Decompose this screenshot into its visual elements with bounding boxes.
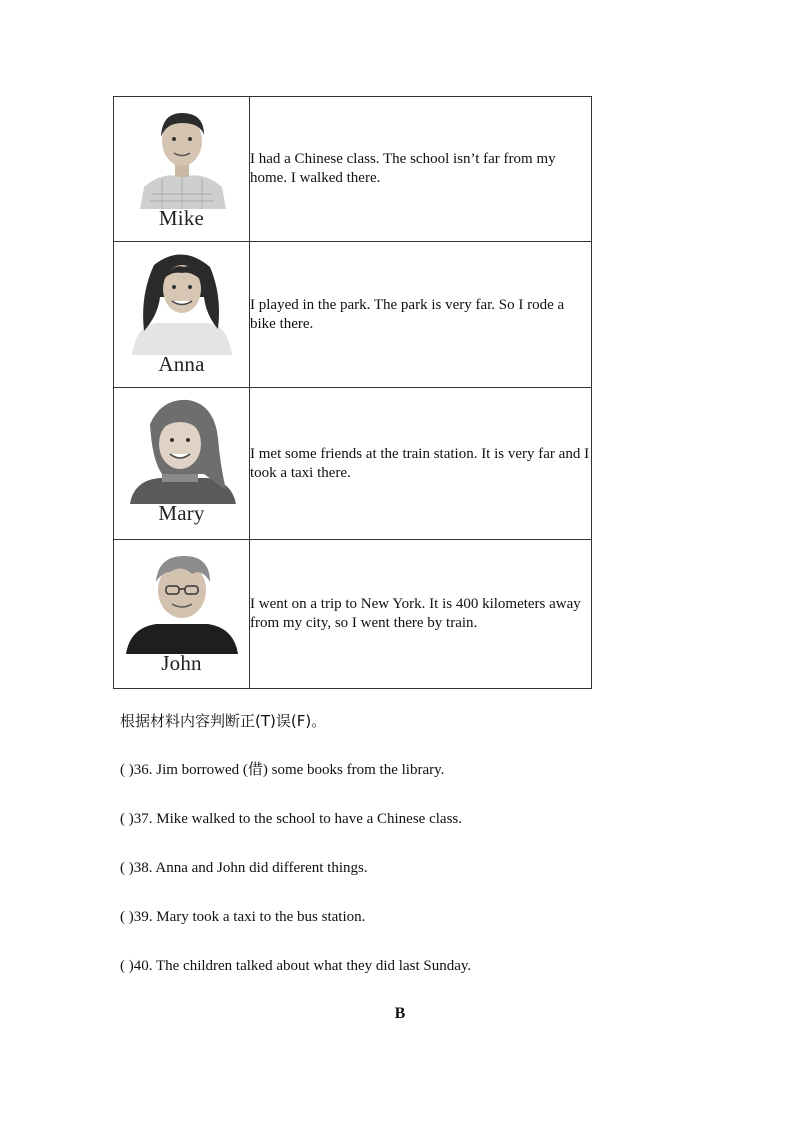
section-heading: B: [394, 1005, 406, 1022]
statement-cell: I met some friends at the train station. It is very far and I took a taxi there.: [250, 388, 592, 540]
table-row: [114, 242, 592, 388]
person-name: Mike: [158, 206, 205, 230]
question-38: ( )38. Anna and John did different things.: [120, 860, 368, 876]
photo-anna: [122, 245, 242, 385]
instructions: 根据材料内容判断正(T)误(F)。: [120, 712, 327, 730]
person-name: Anna: [158, 351, 205, 376]
person-name: Mary: [158, 500, 205, 525]
statement-cell: I went on a trip to New York. It is 400 kilometers away from my city, so I went there by train.: [250, 540, 592, 689]
question-list: [120, 760, 680, 1005]
question-40: ( )40. The children talked about what they did last Sunday.: [120, 958, 472, 974]
photo-mike: [122, 99, 242, 239]
photo-mary: [122, 394, 242, 534]
photo-cell: [114, 388, 250, 540]
table-row: [114, 540, 592, 689]
question-39: ( )39. Mary took a taxi to the bus station.: [120, 909, 366, 925]
photo-cell: [114, 540, 250, 689]
photo-cell: [114, 97, 250, 242]
photo-cell: [114, 242, 250, 388]
people-table: [113, 96, 592, 689]
photo-john: [122, 544, 242, 684]
statement-cell: I played in the park. The park is very far. So I rode a bike there.: [250, 242, 592, 388]
table-row: [114, 97, 592, 242]
question-36: ( )36. Jim borrowed (借) some books from the library.: [120, 762, 445, 778]
statement-cell: I had a Chinese class. The school isn’t far from my home. I walked there.: [250, 97, 592, 242]
person-name: John: [161, 651, 202, 675]
question-37: ( )37. Mike walked to the school to have a Chinese class.: [120, 811, 462, 827]
table-row: [114, 388, 592, 540]
